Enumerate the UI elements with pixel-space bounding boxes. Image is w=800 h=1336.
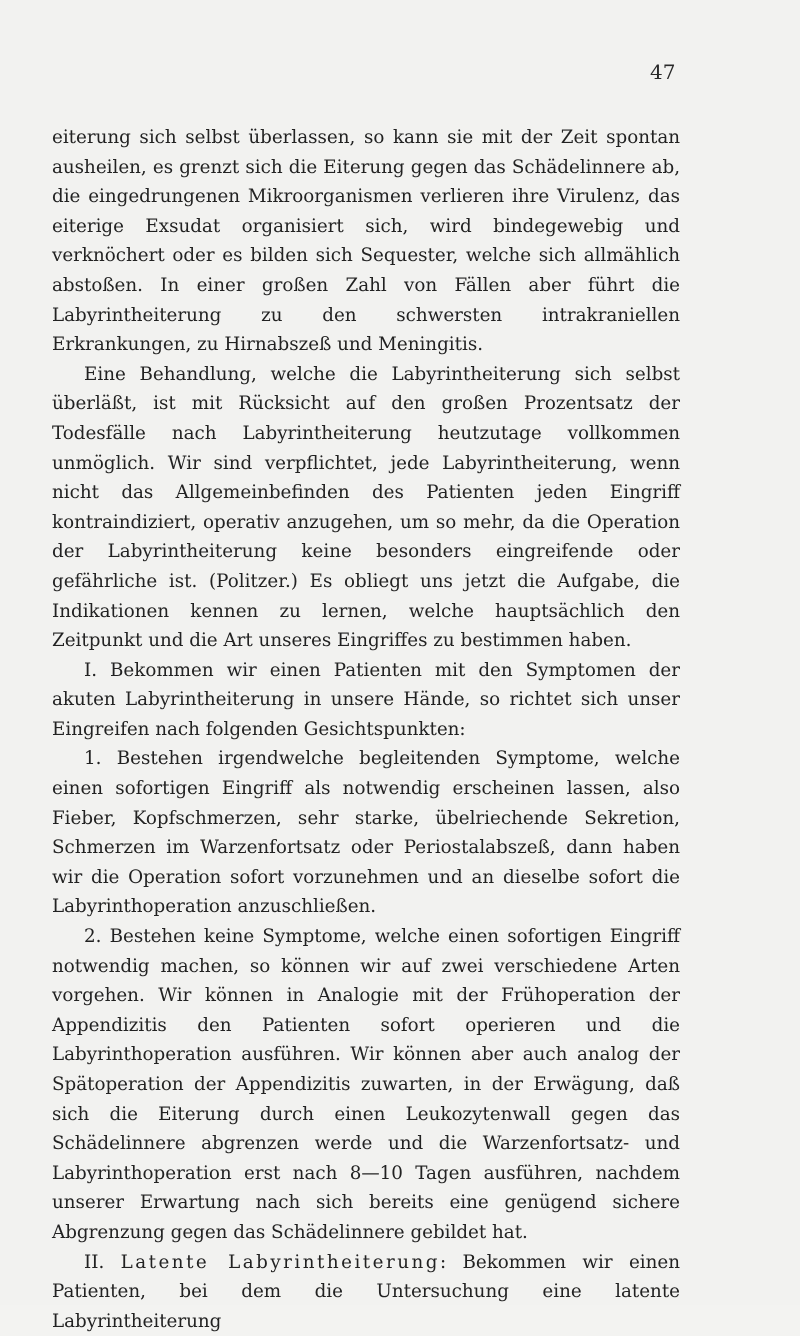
paragraph-case-two <box>52 1248 680 1336</box>
paragraph-point-one: 1. Bestehen irgendwelche begleitenden Symptome, welche einen sofortigen Eingriff als notwendig erscheinen lassen, also Fieber, Kopfschmerzen, sehr starke, übelriechende Sekretion, Schmerzen im Warzenfortsatz oder Periostalabszeß, dann haben wir die Operation sofort vorzunehmen und an dieselbe sofort die Labyrinthoperation anzuschließen. <box>52 748 680 918</box>
paragraph-continuation: eiterung sich selbst überlassen, so kann sie mit der Zeit spontan ausheilen, es grenzt sich die Eiterung gegen das Schädelinnere ab, die eingedrungenen Mikroorganismen verlieren ihre Virulenz, das eiterige Exsudat organisiert sich, wird bindegewebig und verknöchert oder es bilden sich Sequester, welche sich allmählich abstoßen. In einer großen Zahl von Fällen aber führt die Labyrintheiterung zu den schwersten intrakraniellen Erkrankungen, zu Hirnabszeß und Meningitis. <box>52 127 680 356</box>
paragraph-treatment: Eine Behandlung, welche die Labyrintheiterung sich selbst überläßt, ist mit Rücksicht auf den großen Prozentsatz der Todesfälle nach Labyrintheiterung heutzutage vollkommen unmöglich. Wir sind verpflichtet, jede Labyrintheiterung, wenn nicht das Allgemeinbefinden des Patienten jeden Eingriff kontraindiziert, operativ anzugehen, um so mehr, da die Operation der Labyrintheiterung keine besonders eingreifende oder gefährliche ist. (Politzer.) Es obliegt uns jetzt die Aufgabe, die Indikationen kennen zu lernen, welche hauptsächlich den Zeitpunkt und die Art unseres Eingriffes zu bestimmen haben. <box>52 363 680 652</box>
case-two-prefix: II. <box>84 1251 121 1273</box>
latent-heading: Latente Labyrintheiterung <box>120 1251 440 1273</box>
case-two-text: : Bekommen wir einen Patienten, bei dem die Untersuchung eine latente Labyrintheiterung <box>52 1251 680 1332</box>
page-number: 47 <box>650 60 676 84</box>
body-text <box>52 123 680 1336</box>
paragraph-case-one: I. Bekommen wir einen Patienten mit den Symptomen der akuten Labyrintheiterung in unsere Hände, so richtet sich unser Eingreifen nach folgenden Gesichtspunkten: <box>52 659 680 740</box>
paragraph-point-two: 2. Bestehen keine Symptome, welche einen sofortigen Eingriff notwendig machen, so können wir auf zwei verschiedene Arten vorgehen. Wir können in Analogie mit der Frühoperation der Appendizitis den Patienten sofort operieren und die Labyrinthoperation ausführen. Wir können aber auch analog der Spätoperation der Appendizitis zuwarten, in der Erwägung, daß sich die Eiterung durch einen Leukozytenwall gegen das Schädelinnere abgrenzen werde und die Warzenfortsatz- und Labyrinthoperation erst nach 8—10 Tagen ausführen, nachdem unserer Erwartung nach sich bereits eine genügend sichere Abgrenzung gegen das Schädelinnere gebildet hat. <box>52 926 680 1243</box>
